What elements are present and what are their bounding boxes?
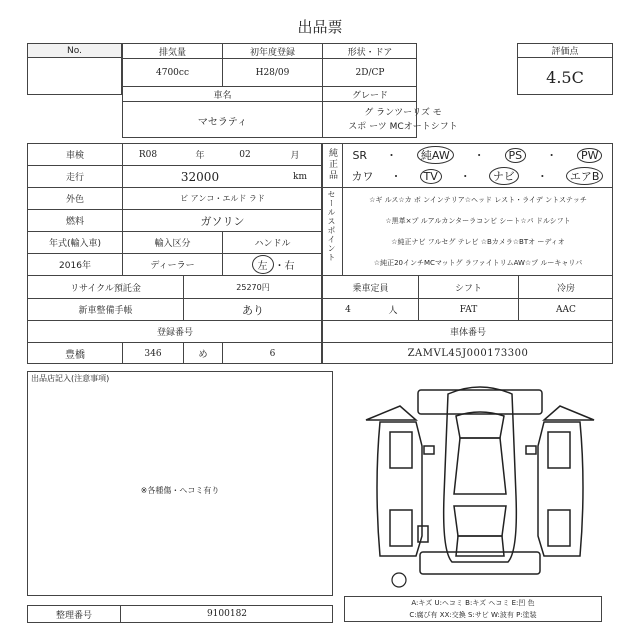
- registration-number: 6: [269, 348, 276, 359]
- notes-label: 出品店記入(注意事項): [31, 374, 110, 383]
- import-value: ディーラー: [150, 261, 195, 271]
- capacity-label: 乗車定員: [352, 283, 389, 294]
- grade-value-line1: グ ランツーリズ モ: [364, 107, 442, 118]
- first-registration-label: 初年度登録: [249, 47, 295, 58]
- sales-point-1: ☆ギ ルス☆カ ボ ンインテリア☆ヘッド レスト・ライデ ントステッチ: [369, 196, 587, 204]
- color-label: 外色: [65, 195, 84, 205]
- model-year-label: 年式(輸入車): [48, 239, 102, 249]
- shape-door-value: 2D/CP: [355, 67, 385, 78]
- shift-label: シフト: [454, 283, 482, 294]
- sales-point-2: ☆黒革×プ ルアルカンターラコンビ シート☆パ ドルシフト: [385, 217, 571, 225]
- wheel-front-right: [548, 432, 570, 468]
- model-label: 車名: [213, 90, 232, 101]
- equipment-row-1: SR ・ 純AW ・ PS ・ PW: [343, 144, 613, 166]
- handle-value: [223, 254, 322, 275]
- handle-label: ハンドル: [254, 239, 291, 249]
- sales-points-label: セールスポイント: [327, 190, 336, 262]
- front-view-outline: [418, 390, 542, 414]
- equip-ps: PS: [505, 148, 527, 163]
- no-label: No.: [28, 44, 121, 58]
- left-side-outline: [377, 422, 422, 556]
- chassis-value: ZAMVL45J000173300: [407, 348, 529, 359]
- inspection-label: 車検: [65, 151, 84, 161]
- mileage-unit: km: [293, 171, 307, 182]
- equip-leather: カワ: [351, 170, 374, 183]
- recycle-label: リサイクル預託金: [70, 283, 141, 294]
- control-number-label: 整理番号: [55, 610, 92, 621]
- record-book-label: 新車整備手帳: [78, 306, 133, 316]
- inspection-year-unit: 年: [195, 151, 205, 161]
- legend-row-1: A:キズ U:ヘコミ B:キズ ヘコミ E:凹 色: [411, 599, 535, 607]
- handle-left-circled: 左: [252, 255, 274, 274]
- handle-right: 右: [284, 261, 295, 272]
- fuel-label: 燃料: [65, 217, 84, 227]
- equip-sr: SR: [352, 148, 368, 162]
- recycle-value: 25270円: [236, 282, 270, 292]
- registration-label: 登録番号: [156, 328, 193, 338]
- ac-value: AAC: [556, 304, 576, 315]
- model-value: マセラティ: [197, 116, 248, 128]
- right-side-outline: [538, 422, 583, 556]
- capacity-value: 4: [345, 304, 351, 315]
- mileage-value: 32000: [180, 169, 220, 184]
- page-title: 出品票: [297, 17, 343, 36]
- mileage-label: 走行: [65, 173, 84, 183]
- displacement-value: 4700cc: [156, 67, 189, 78]
- equip-aw: 純AW: [417, 146, 454, 164]
- spare-tire-icon: [392, 573, 406, 587]
- model-year-value: 2016年: [59, 261, 91, 271]
- registration-class: 346: [144, 348, 162, 359]
- ac-label: 冷房: [556, 283, 575, 294]
- equip-tv: TV: [420, 169, 442, 184]
- inspection-month-unit: 月: [290, 151, 300, 161]
- first-registration-value: H28/09: [255, 67, 290, 78]
- wheel-rear-right: [548, 510, 570, 546]
- equip-navi: ナビ: [489, 167, 519, 185]
- equipment-label: 純正品: [327, 148, 337, 181]
- inspection-month: 02: [239, 149, 251, 160]
- registration-kana: め: [198, 350, 208, 360]
- registration-place: 豊橋: [65, 350, 85, 361]
- displacement-label: 排気量: [158, 47, 186, 58]
- shift-value: FAT: [459, 304, 478, 315]
- car-damage-diagram: [360, 376, 600, 588]
- shape-door-label: 形状・ドア: [347, 47, 393, 58]
- equip-airbag: エアB: [566, 167, 604, 185]
- equip-pw: PW: [577, 148, 603, 163]
- color-value: ビ アンコ・エルド ラド: [180, 194, 265, 203]
- wheel-front-left: [390, 432, 412, 468]
- inspection-value: R08: [138, 149, 158, 160]
- record-book-value: あり: [242, 303, 264, 317]
- score-label: 評価点: [518, 44, 612, 58]
- score-value: 4.5C: [546, 67, 584, 87]
- grade-value-line2: スポ ーツ MCオートシフト: [348, 121, 458, 132]
- legend-row-2: C:腐び有 XX:交換 S:サビ W:波有 P:塗装: [409, 611, 537, 619]
- capacity-unit: 人: [388, 306, 398, 316]
- wheel-rear-left: [390, 510, 412, 546]
- fuel-value: ガソリン: [200, 214, 245, 228]
- control-number-value: 9100182: [206, 609, 248, 619]
- handle-separator: ・: [274, 261, 285, 272]
- import-label: 輸入区分: [154, 239, 191, 249]
- grade-label: グレード: [351, 90, 388, 101]
- chassis-label: 車体番号: [449, 328, 486, 338]
- equipment-row-2: カワ ・ TV ・ ナビ ・ エアB: [343, 165, 613, 187]
- sales-point-4: ☆純正20インチMCマットグ ラファイトリムAW☆プ ルーキャリパ: [373, 259, 583, 267]
- sales-point-3: ☆純正ナビ フルセグ テレビ ☆Bカメラ☆BTオ ーディオ: [391, 238, 565, 246]
- notes-text: ※各種傷・ヘコミ有り: [140, 485, 220, 495]
